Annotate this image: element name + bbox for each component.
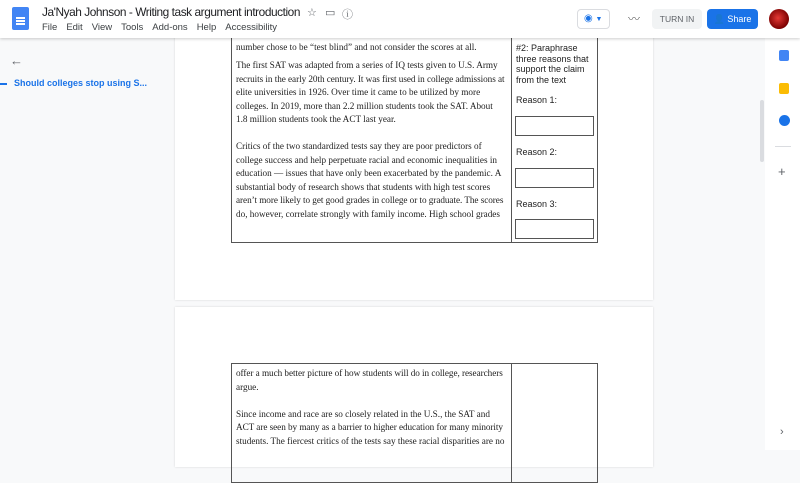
prompt-line: from the text: [516, 74, 567, 85]
menu-file[interactable]: File: [42, 22, 58, 33]
text-line: 1.8 million students took the ACT last year.: [236, 114, 396, 124]
text-line: elite universities in 1926. Over time it came to be utilized by more: [236, 87, 481, 97]
calendar-icon[interactable]: [779, 50, 789, 61]
reason-label: Reason 1:: [516, 95, 558, 105]
turn-in-button[interactable]: TURN IN: [652, 9, 702, 29]
outline-sidebar: [0, 38, 175, 450]
text-line: Since income and race are so closely related in the U.S., the SAT and: [236, 408, 490, 419]
text-line: number chose to be “test blind” and not consider the scores at all.: [236, 42, 477, 52]
text-line: Critics of the two standardized tests say they are poor predictors of: [236, 141, 482, 151]
menu-edit[interactable]: Edit: [66, 22, 83, 33]
header: [0, 0, 800, 38]
text-line: argue.: [236, 381, 259, 392]
side-panel: [765, 38, 800, 450]
text-line: offer a much better picture of how students will do in college, researchers: [236, 368, 503, 378]
text-table: [231, 363, 598, 483]
reason-label: Reason 2:: [516, 147, 558, 157]
prompt-line: three reasons that: [516, 53, 589, 64]
docs-logo-icon[interactable]: [12, 7, 29, 30]
chevron-right-icon[interactable]: ›: [780, 426, 784, 438]
menu-tools[interactable]: Tools: [121, 22, 144, 33]
menu-view[interactable]: View: [91, 22, 113, 33]
reason-label: Reason 3:: [516, 199, 558, 209]
person-icon: 👤: [713, 14, 725, 24]
menu-accessibility[interactable]: Accessibility: [225, 22, 277, 33]
back-arrow-icon[interactable]: ←: [10, 53, 23, 68]
text-line: aren’t more likely to get good grades in college or to graduate. The scores: [236, 195, 504, 205]
tasks-icon[interactable]: [779, 115, 790, 126]
scrollbar[interactable]: [760, 100, 764, 162]
menu-help[interactable]: Help: [196, 22, 217, 33]
menu-bar: [42, 22, 277, 33]
text-line: education — issues that have only been exacerbated by the pandemic. A: [236, 168, 502, 178]
document-title[interactable]: Ja'Nyah Johnson - Writing task argument introduction: [42, 5, 300, 19]
menu-addons[interactable]: Add-ons: [152, 22, 188, 33]
text-line: do, however, correlate strongly with family income. High school grades: [236, 208, 500, 219]
keep-icon[interactable]: [779, 83, 789, 94]
text-line: recruits in the early 20th century. It was first used in college admissions at: [236, 73, 505, 84]
star-icon[interactable]: ☆: [307, 7, 317, 19]
divider: [775, 146, 791, 147]
outline-item[interactable]: Should colleges stop using S...: [14, 78, 148, 88]
text-line: students. The fiercest critics of the tests say these racial disparities are no: [236, 435, 505, 446]
page-2: [175, 307, 653, 467]
chevron-down-icon: ▼: [595, 16, 603, 23]
reason-2-box[interactable]: [515, 168, 594, 188]
add-addon-icon[interactable]: +: [778, 164, 786, 179]
reason-1-box[interactable]: [515, 116, 594, 136]
view-mode-button[interactable]: [577, 9, 610, 29]
text-line: The first SAT was adapted from a series of IQ tests given to U.S. Army: [236, 60, 498, 70]
prompt-line: #2: Paraphrase: [516, 43, 578, 53]
column-divider: [511, 364, 512, 482]
activity-trend-icon[interactable]: 〰: [628, 12, 641, 26]
text-line: substantial body of research shows that students with high test scores: [236, 181, 491, 192]
prompt-line: support the claim: [516, 64, 585, 74]
page-1: [175, 0, 653, 300]
eye-icon: ◉: [584, 13, 593, 24]
text-line: colleges. In 2019, more than 2.2 million students took the SAT. About: [236, 100, 493, 111]
avatar[interactable]: [769, 9, 789, 29]
move-folder-icon[interactable]: ▭: [325, 7, 336, 19]
text-line: college success and help perpetuate racial and economic inequalities in: [236, 154, 497, 165]
text-line: ACT are seen by many as a barrier to higher education for many minority: [236, 422, 503, 432]
info-icon[interactable]: ⓘ: [342, 9, 353, 21]
share-button[interactable]: 👤 Share: [707, 9, 758, 29]
reason-3-box[interactable]: [515, 219, 594, 239]
